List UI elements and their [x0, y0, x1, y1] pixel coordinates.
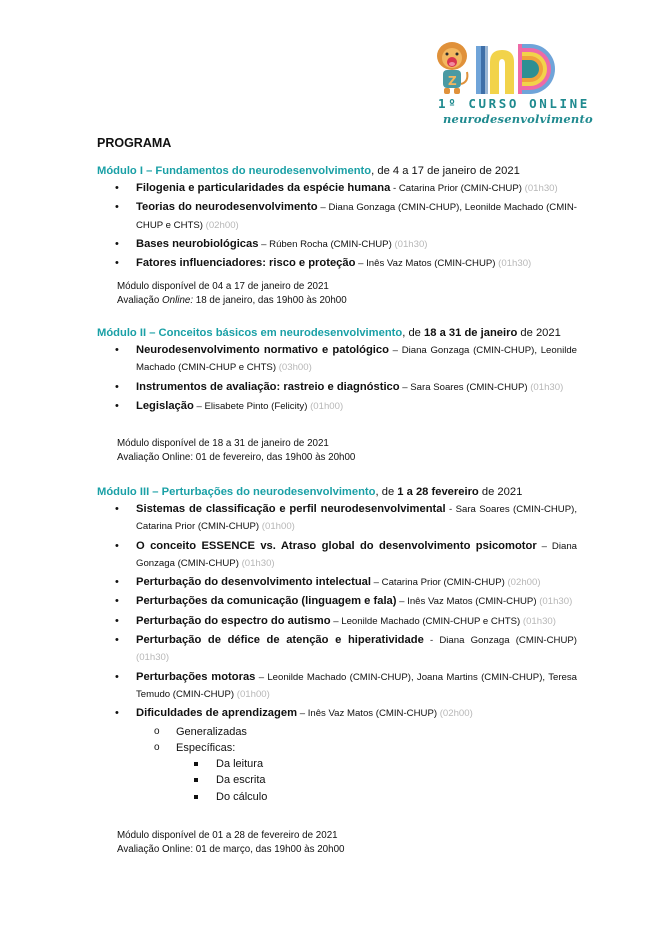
duration: (02h00)	[205, 219, 239, 231]
module-name: Módulo III – Perturbações do neurodesenvolvimento	[97, 486, 376, 498]
module-availability: Módulo disponível de 01 a 28 de fevereiro de 2021	[117, 830, 338, 842]
topic-item: • Bases neurobiológicas – Rúben Rocha (CMIN-CHUP) (01h30)	[97, 236, 577, 253]
duration: (01h00)	[236, 688, 270, 700]
topic-item: • Perturbações da comunicação (linguagem e fala) – Inês Vaz Matos (CMIN-CHUP) (01h30)	[97, 593, 577, 610]
duration: (03h00)	[278, 362, 312, 374]
subtopic-list	[136, 724, 577, 805]
duration: (01h30)	[241, 557, 275, 569]
topic-item: • O conceito ESSENCE vs. Atraso global do desenvolvimento psicomotor – Diana Gonzaga (CMIN-CHUP) (01h30)	[97, 538, 577, 573]
letter-d-rainbow-icon	[518, 44, 555, 94]
letter-n-icon	[476, 46, 514, 94]
subtopic-item: o Específicas: Da leitura Da escrita Do cálculo	[136, 740, 577, 805]
logo-course-title: 1º CURSO ONLINE	[438, 96, 590, 111]
specific-item: Da escrita	[176, 772, 577, 788]
page-title: PROGRAMA	[97, 136, 172, 150]
topic-item: • Perturbações motoras – Leonilde Machado (CMIN-CHUP), Joana Martins (CMIN-CHUP), Teresa Temudo (CMIN-CHUP) (01h00)	[97, 669, 577, 704]
module-heading: Módulo II – Conceitos básicos em neurodesenvolvimento, de 18 a 31 de janeiro de 2021	[97, 327, 561, 339]
topic-item: • Perturbação de défice de atenção e hiperatividade - Diana Gonzaga (CMIN-CHUP) (01h30)	[97, 632, 577, 667]
duration: (02h00)	[439, 708, 473, 720]
topic-item: • Legislação – Elisabete Pinto (Felicity) (01h00)	[97, 398, 577, 415]
svg-text:Z: Z	[448, 74, 457, 88]
topic-item: • Teorias do neurodesenvolvimento – Diana Gonzaga (CMIN-CHUP), Leonilde Machado (CMIN-CHUP e CHTS) (02h00)	[97, 199, 577, 234]
specific-item: Da leitura	[176, 756, 577, 772]
module-evaluation: Avaliação Online: 18 de janeiro, das 19h00 às 20h00	[117, 294, 347, 306]
duration: (01h30)	[136, 652, 170, 664]
module-2	[97, 325, 577, 464]
duration: (01h00)	[310, 400, 344, 412]
topic-item: • Perturbação do desenvolvimento intelectual – Catarina Prior (CMIN-CHUP) (02h00)	[97, 574, 577, 591]
module-evaluation: Avaliação Online: 01 de fevereiro, das 19h00 às 20h00	[117, 451, 356, 463]
duration: (01h30)	[522, 615, 556, 627]
module-name: Módulo II – Conceitos básicos em neurodesenvolvimento	[97, 327, 403, 339]
topic-item: • Fatores influenciadores: risco e proteção – Inês Vaz Matos (CMIN-CHUP) (01h30)	[97, 255, 577, 272]
lion-mascot-icon	[437, 42, 467, 94]
specific-item: Do cálculo	[176, 789, 577, 805]
module-dates: , de 4 a 17 de janeiro de 2021	[371, 165, 520, 177]
topic-item: • Perturbação do espectro do autismo – Leonilde Machado (CMIN-CHUP e CHTS) (01h30)	[97, 613, 577, 630]
duration: (01h30)	[524, 183, 558, 194]
topic-item: • Dificuldades de aprendizagem – Inês Vaz Matos (CMIN-CHUP) (02h00) o Generalizadas o Específicas: Da leitura Da escrita Do cálculo	[97, 705, 577, 805]
specific-list	[176, 756, 577, 805]
module-evaluation: Avaliação Online: 01 de março, das 19h00 às 20h00	[117, 843, 345, 855]
topic-list	[97, 342, 577, 415]
module-heading	[97, 163, 577, 180]
subtopic-item: o Generalizadas	[136, 724, 577, 740]
duration: (01h30)	[394, 238, 428, 250]
duration: (01h30)	[539, 596, 573, 608]
duration: (01h00)	[261, 521, 295, 533]
logo-course-subtitle: neurodesenvolvimento	[443, 112, 593, 126]
duration: (01h30)	[498, 258, 532, 270]
module-3	[97, 484, 577, 856]
module-availability: Módulo disponível de 18 a 31 de janeiro de 2021	[117, 438, 329, 450]
module-heading: Módulo III – Perturbações do neurodesenvolvimento, de 1 a 28 fevereiro de 2021	[97, 486, 523, 498]
module-name: Módulo I – Fundamentos do neurodesenvolvimento	[97, 165, 372, 177]
module-1	[97, 163, 577, 307]
duration: (01h30)	[530, 381, 564, 393]
topic-item: • Neurodesenvolvimento normativo e patológico – Diana Gonzaga (CMIN-CHUP), Leonilde Machado (CMIN-CHUP e CHTS) (03h00)	[97, 342, 577, 377]
topic-item: • Filogenia e particularidades da espécie humana - Catarina Prior (CMIN-CHUP) (01h30)	[97, 180, 577, 197]
topic-item: • Instrumentos de avaliação: rastreio e diagnóstico – Sara Soares (CMIN-CHUP) (01h30)	[97, 379, 577, 396]
module-availability: Módulo disponível de 04 a 17 de janeiro de 2021	[117, 281, 329, 293]
topic-list	[97, 180, 577, 272]
topic-item: • Sistemas de classificação e perfil neurodesenvolvimental - Sara Soares (CMIN-CHUP), Catarina Prior (CMIN-CHUP) (01h00)	[97, 501, 577, 536]
duration: (02h00)	[507, 577, 541, 589]
topic-list	[97, 501, 577, 805]
